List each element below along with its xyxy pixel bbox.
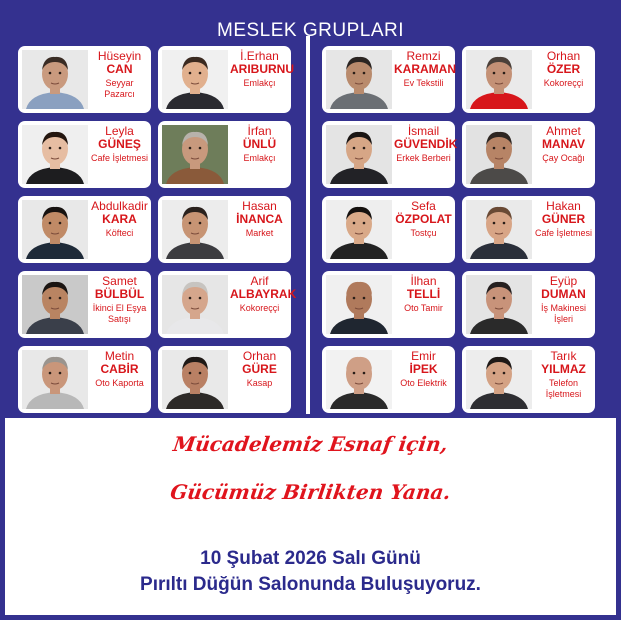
member-occupation: Çay Ocağı — [542, 153, 585, 163]
member-photo — [162, 200, 228, 259]
member-photo — [162, 50, 228, 109]
member-card — [322, 346, 455, 413]
member-occupation: Emlakçı — [243, 78, 276, 88]
member-occupation: Oto Tamir — [404, 303, 443, 313]
member-info — [394, 350, 453, 410]
member-first-name: Ahmet — [546, 124, 581, 138]
member-first-name: Arif — [250, 274, 269, 288]
member-last-name: ÖZPOLAT — [395, 212, 452, 226]
member-first-name: Hakan — [546, 199, 581, 213]
member-photo — [326, 50, 392, 109]
member-card — [158, 346, 291, 413]
member-info — [230, 49, 294, 110]
member-card — [462, 121, 595, 188]
member-photo — [22, 50, 88, 109]
member-card — [322, 271, 455, 338]
member-info — [90, 50, 149, 110]
member-occupation: Kokoreççi — [239, 303, 280, 313]
member-card — [322, 121, 458, 188]
member-occupation: Kokoreççi — [543, 78, 584, 88]
member-first-name: Remzi — [406, 49, 441, 63]
member-photo — [326, 350, 392, 409]
member-last-name: ARIBURNU — [230, 62, 294, 76]
member-card — [462, 346, 595, 413]
member-occupation: Oto Elektrik — [400, 378, 447, 388]
section-title: MESLEK GRUPLARI — [217, 20, 404, 41]
member-occupation: Emlakçı — [243, 153, 276, 163]
member-info — [534, 275, 593, 335]
member-info — [90, 125, 149, 185]
member-occupation: İş Makinesi İşleri — [540, 303, 586, 324]
member-photo — [22, 275, 88, 334]
member-first-name: Tarık — [550, 349, 577, 363]
member-photo — [22, 200, 88, 259]
member-card — [158, 196, 291, 263]
member-card — [462, 196, 595, 263]
member-photo — [326, 200, 392, 259]
member-card — [462, 46, 595, 113]
member-card — [158, 271, 297, 338]
member-occupation: Seyyar Pazarcı — [104, 78, 135, 99]
member-info — [534, 125, 593, 185]
member-card — [158, 46, 294, 113]
member-last-name: ALBAYRAK — [230, 287, 297, 301]
member-photo — [466, 275, 532, 334]
member-info — [394, 124, 458, 185]
member-photo — [162, 275, 228, 334]
member-photo — [466, 200, 532, 259]
member-last-name: GÜVENDİK — [394, 137, 458, 151]
member-first-name: Hüseyin — [97, 49, 142, 63]
member-first-name: İsmail — [407, 124, 440, 138]
event-date: 10 Şubat 2026 Salı Günü — [200, 548, 421, 569]
member-first-name: İlhan — [410, 274, 437, 288]
member-occupation: Cafe İşletmesi — [534, 228, 593, 238]
member-last-name: GÜRE — [242, 362, 277, 376]
member-card — [18, 46, 151, 113]
column-divider — [306, 36, 310, 414]
member-occupation: Cafe İşletmesi — [90, 153, 149, 163]
member-occupation: Tostçu — [410, 228, 437, 238]
member-photo — [22, 125, 88, 184]
member-last-name: BÜLBÜL — [94, 287, 145, 301]
member-last-name: KARAMAN — [394, 62, 456, 76]
member-last-name: İPEK — [409, 362, 438, 376]
member-photo — [22, 350, 88, 409]
member-first-name: Eyüp — [549, 274, 578, 288]
member-first-name: Abdulkadir — [91, 199, 148, 213]
member-first-name: Orhan — [242, 349, 277, 363]
member-last-name: KARA — [102, 212, 137, 226]
member-card — [322, 196, 455, 263]
member-first-name: Samet — [102, 274, 137, 288]
member-occupation: İkinci El Eşya Satışı — [92, 303, 147, 324]
member-first-name: Metin — [104, 349, 135, 363]
member-info — [90, 275, 149, 335]
member-info — [230, 274, 297, 335]
member-first-name: Leyla — [105, 124, 134, 138]
member-last-name: MANAV — [541, 137, 586, 151]
member-info — [230, 125, 289, 185]
member-photo — [466, 125, 532, 184]
member-first-name: İrfan — [247, 124, 272, 138]
member-photo — [162, 350, 228, 409]
frame-bottom — [0, 615, 621, 620]
member-last-name: YILMAZ — [541, 362, 586, 376]
member-info — [230, 350, 289, 410]
member-occupation: Telefon İşletmesi — [545, 378, 582, 399]
member-occupation: Köfteci — [105, 228, 134, 238]
member-last-name: TELLİ — [406, 287, 441, 301]
member-first-name: Sefa — [411, 199, 436, 213]
event-venue: Pırıltı Düğün Salonunda Buluşuyoruz. — [140, 574, 481, 595]
member-info — [394, 275, 453, 335]
member-last-name: CABİR — [100, 362, 139, 376]
member-info — [90, 350, 149, 410]
member-occupation: Market — [245, 228, 274, 238]
slogan-line-1: Mücadelemiz Esnaf için, — [171, 432, 450, 456]
member-card — [18, 121, 151, 188]
member-card — [322, 46, 455, 113]
member-card — [18, 271, 151, 338]
member-card — [18, 346, 151, 413]
member-photo — [326, 275, 392, 334]
member-occupation: Erkek Berberi — [396, 153, 451, 163]
slogan-line-2: Gücümüz Birlikten Yana. — [168, 480, 453, 504]
member-last-name: CAN — [106, 62, 133, 76]
member-info — [534, 350, 593, 410]
member-info — [534, 200, 593, 260]
member-first-name: İ.Erhan — [240, 49, 279, 63]
member-info — [230, 200, 289, 260]
member-last-name: ÖZER — [546, 62, 581, 76]
member-last-name: DUMAN — [541, 287, 586, 301]
member-occupation: Ev Tekstili — [403, 78, 444, 88]
member-card — [462, 271, 595, 338]
member-info — [394, 200, 453, 260]
member-last-name: GÜNEŞ — [98, 137, 141, 151]
member-info — [90, 200, 149, 260]
member-card — [158, 121, 291, 188]
member-info — [534, 50, 593, 110]
member-last-name: GÜNER — [541, 212, 586, 226]
member-photo — [466, 350, 532, 409]
member-first-name: Orhan — [546, 49, 581, 63]
member-photo — [466, 50, 532, 109]
member-occupation: Kasap — [246, 378, 273, 388]
member-info — [394, 49, 456, 110]
member-last-name: ÜNLÜ — [242, 137, 277, 151]
member-first-name: Emir — [411, 349, 436, 363]
member-photo — [326, 125, 392, 184]
member-card — [18, 196, 151, 263]
member-last-name: İNANCA — [236, 212, 283, 226]
member-occupation: Oto Kaporta — [95, 378, 144, 388]
member-first-name: Hasan — [242, 199, 277, 213]
member-photo — [162, 125, 228, 184]
